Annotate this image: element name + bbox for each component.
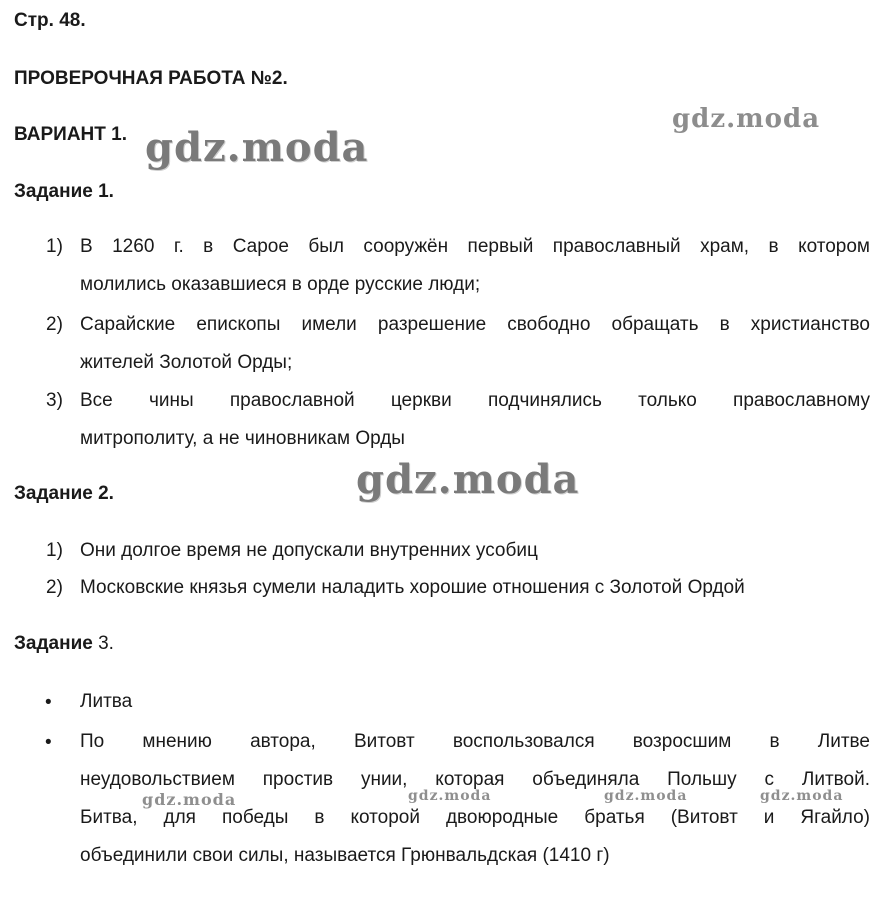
task1-item-1-number: 1) bbox=[46, 236, 63, 257]
task1-item-1-line-2: молились оказавшиеся в орде русские люди; bbox=[80, 274, 481, 295]
task2-item-2-text: Московские князья сумели наладить хорошие отношения с Золотой Ордой bbox=[80, 577, 745, 598]
task3-item-2-line-3: Битва, для победы в которой двоюродные братья (Витовт и Ягайло) bbox=[80, 807, 870, 828]
task1-item-1 bbox=[80, 228, 870, 304]
task1-item-2-line-1: Сарайские епископы имели разрешение свободно обращать в христианство bbox=[80, 314, 870, 335]
task3-heading-word: Задание bbox=[14, 633, 93, 654]
task3-item-2-line-2: неудовольствием простив унии, которая объединяла Польшу с Литвой. bbox=[80, 769, 870, 790]
task3-bullet-1: • bbox=[45, 692, 52, 713]
task3-item-2-line-1: По мнению автора, Витовт воспользовался возросшим в Литве bbox=[80, 731, 870, 752]
watermark-small-2: gdz.moda bbox=[408, 788, 492, 804]
task3-heading bbox=[14, 633, 114, 655]
task1-item-3-line-1: Все чины православной церкви подчинялись только православному bbox=[80, 390, 870, 411]
watermark-small-4: gdz.moda bbox=[760, 788, 844, 804]
task2-item-1-number: 1) bbox=[46, 540, 63, 561]
task1-item-1-line-1: В 1260 г. в Сарое был сооружён первый православный храм, в котором bbox=[80, 236, 870, 257]
task1-item-3-line-2: митрополиту, а не чиновникам Орды bbox=[80, 428, 405, 449]
task3-heading-number: 3. bbox=[92, 633, 114, 654]
task1-item-2-number: 2) bbox=[46, 314, 63, 335]
task1-item-3-number: 3) bbox=[46, 390, 63, 411]
task3-item-1 bbox=[80, 683, 870, 721]
watermark-top-left: gdz.moda bbox=[145, 124, 369, 171]
task2-item-1-text: Они долгое время не допускали внутренних усобиц bbox=[80, 540, 538, 561]
watermark-middle: gdz.moda bbox=[356, 456, 580, 503]
task2-item-1 bbox=[80, 532, 870, 570]
variant-heading: ВАРИАНТ 1. bbox=[14, 124, 127, 145]
task2-heading: Задание 2. bbox=[14, 483, 114, 504]
work-title: ПРОВЕРОЧНАЯ РАБОТА №2. bbox=[14, 68, 288, 89]
task3-bullet-2: • bbox=[45, 732, 52, 753]
watermark-top-right: gdz.moda bbox=[672, 104, 821, 134]
task2-item-2 bbox=[80, 569, 880, 607]
watermark-small-3: gdz.moda bbox=[604, 788, 688, 804]
watermark-small-1: gdz.moda bbox=[142, 790, 237, 809]
task2-item-2-number: 2) bbox=[46, 577, 63, 598]
task3-item-1-text: Литва bbox=[80, 691, 133, 712]
task1-item-3 bbox=[80, 382, 870, 458]
task3-item-2-line-4: объединили свои силы, называется Грюнвальдская (1410 г) bbox=[80, 845, 610, 866]
page-number: Стр. 48. bbox=[14, 10, 86, 31]
task1-item-2 bbox=[80, 306, 870, 382]
task1-item-2-line-2: жителей Золотой Орды; bbox=[80, 352, 293, 373]
task1-heading: Задание 1. bbox=[14, 181, 114, 202]
